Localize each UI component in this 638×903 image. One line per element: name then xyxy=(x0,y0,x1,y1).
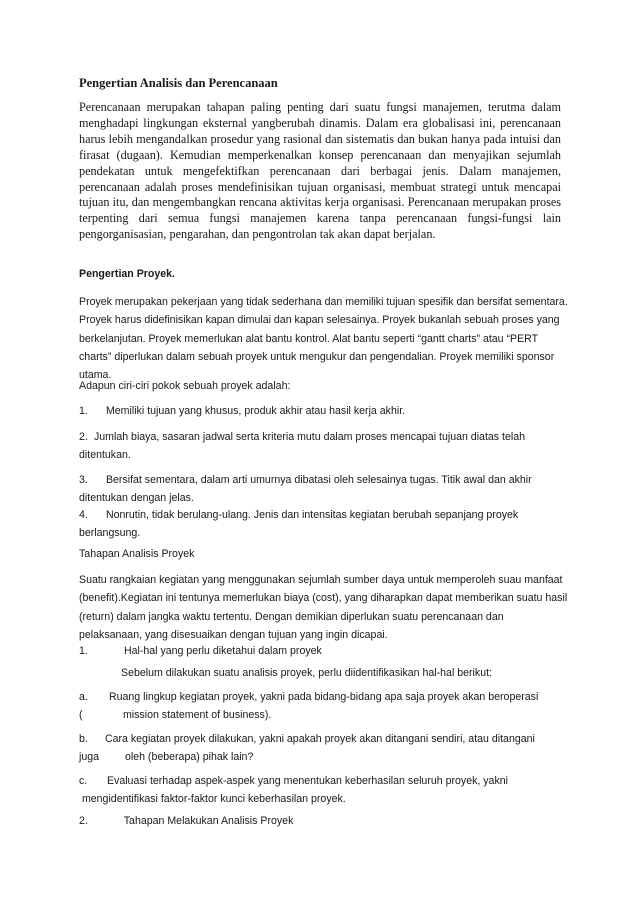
list-item xyxy=(79,428,569,465)
list-text: Cara kegiatan proyek dilakukan, yakni apakah proyek akan ditangani sendiri, atau ditangani xyxy=(104,733,535,745)
list-item xyxy=(79,772,508,790)
list-text: Evaluasi terhadap aspek-aspek yang menentukan keberhasilan seluruh proyek, yakni xyxy=(106,775,508,787)
tahapan-heading: Tahapan Analisis Proyek xyxy=(79,548,195,560)
list-number: 3. xyxy=(79,474,88,486)
step-number: 2. xyxy=(79,815,88,827)
list-letter: b. xyxy=(79,733,88,745)
step-label: Hal-hal yang perlu diketahui dalam proyek xyxy=(123,645,322,657)
list-text: mission statement of business). xyxy=(122,709,272,721)
step-heading xyxy=(79,812,293,830)
list-text: Jumlah biaya, sasaran jadwal serta kriteria mutu dalam proses mencapai tujuan diatas telah ditentukan. xyxy=(79,431,525,462)
list-letter: c. xyxy=(79,775,88,787)
list-number: 4. xyxy=(79,509,88,521)
intro-paragraph: Perencanaan merupakan tahapan paling penting dari suatu fungsi manajemen, terutma dalam menghadapi lingkungan eksternal yangberubah dinamis. Dalam era globalisasi ini, perencanaan harus lebih mengandalkan prosedur yang rasional dan sistematis dan bukan hanya pada intuisi dan firasat (dugaan). Kemudian memperkenalkan konsep perencanaan dan menyajikan sejumlah pendekatan untuk mengefektifkan perencanaan dari berbagai jenis. Dalam manajemen, perencanaan adalah proses mendefinisikan tujuan organisasi, membuat strategi untuk mencapai tujuan itu, dan mengembangkan rencana aktivitas kerja organisasi. Perencanaan merupakan proses terpenting dari semua fungsi manajemen karena tanpa perencanaan fungsi-fungsi lain pengorganisasian, pengarahan, dan pengontrolan tak akan dapat berjalan. xyxy=(79,100,561,242)
proyek-heading: Pengertian Proyek. xyxy=(79,268,175,280)
step-heading xyxy=(79,642,322,660)
list-item xyxy=(79,688,538,706)
list-item-continuation xyxy=(79,748,253,766)
ciri-intro: Adapun ciri-ciri pokok sebuah proyek adalah: xyxy=(79,380,291,392)
list-item xyxy=(79,506,569,543)
step-label: Tahapan Melakukan Analisis Proyek xyxy=(123,815,294,827)
list-lead: juga xyxy=(79,751,100,763)
list-letter: a. xyxy=(79,691,88,703)
list-text: oleh (beberapa) pihak lain? xyxy=(124,751,254,763)
list-item xyxy=(79,730,535,748)
list-item-continuation xyxy=(79,706,271,724)
list-text: Ruang lingkup kegiatan proyek, yakni pada bidang-bidang apa saja proyek akan beroperasi xyxy=(108,691,539,703)
list-item xyxy=(79,471,569,508)
list-number: 2. xyxy=(79,431,88,443)
tahapan-paragraph: Suatu rangkaian kegiatan yang menggunakan sejumlah sumber daya untuk memperoleh suau manfaat (benefit).Kegiatan ini tentunya memerlukan biaya (cost), yang diharapkan dapat memberikan suatu hasil (return) dalam jangka waktu tertentu. Dengan demikian diperlukan suatu perencanaan dan pelaksanaan, yang disesuaikan dengan tujuan yang ingin dicapai. xyxy=(79,574,568,641)
step-subtext: Sebelum dilakukan suatu analisis proyek, perlu diidentifikasikan hal-hal berikut: xyxy=(121,667,492,679)
list-text: Bersifat sementara, dalam arti umurnya dibatasi oleh selesainya tugas. Titik awal dan akhir ditentukan dengan jelas. xyxy=(79,474,532,505)
list-item xyxy=(79,402,569,420)
list-item-continuation xyxy=(79,790,346,808)
page-title: Pengertian Analisis dan Perencanaan xyxy=(79,76,278,90)
list-text: Nonrutin, tidak berulang-ulang. Jenis dan intensitas kegiatan berubah sepanjang proyek berlangsung. xyxy=(79,509,519,540)
list-text: mengidentifikasi faktor-faktor kunci keberhasilan proyek. xyxy=(81,793,346,805)
list-lead: ( xyxy=(79,709,83,721)
step-number: 1. xyxy=(79,645,88,657)
list-number: 1. xyxy=(79,405,88,417)
proyek-paragraph: Proyek merupakan pekerjaan yang tidak sederhana dan memiliki tujuan spesifik dan bersifat sementara. Proyek harus didefinisikan kapan dimulai dan kapan selesainya. Proyek bukanlah sebuah proses yang berkelanjutan. Proyek memerlukan alat bantu kontrol. Alat bantu seperti “gantt charts” atau “PERT charts” diperlukan dalam sebuah proyek untuk mengukur dan pengendalian. Proyek memiliki sponsor utama. xyxy=(79,296,568,382)
list-text: Memiliki tujuan yang khusus, produk akhir atau hasil kerja akhir. xyxy=(105,405,406,417)
